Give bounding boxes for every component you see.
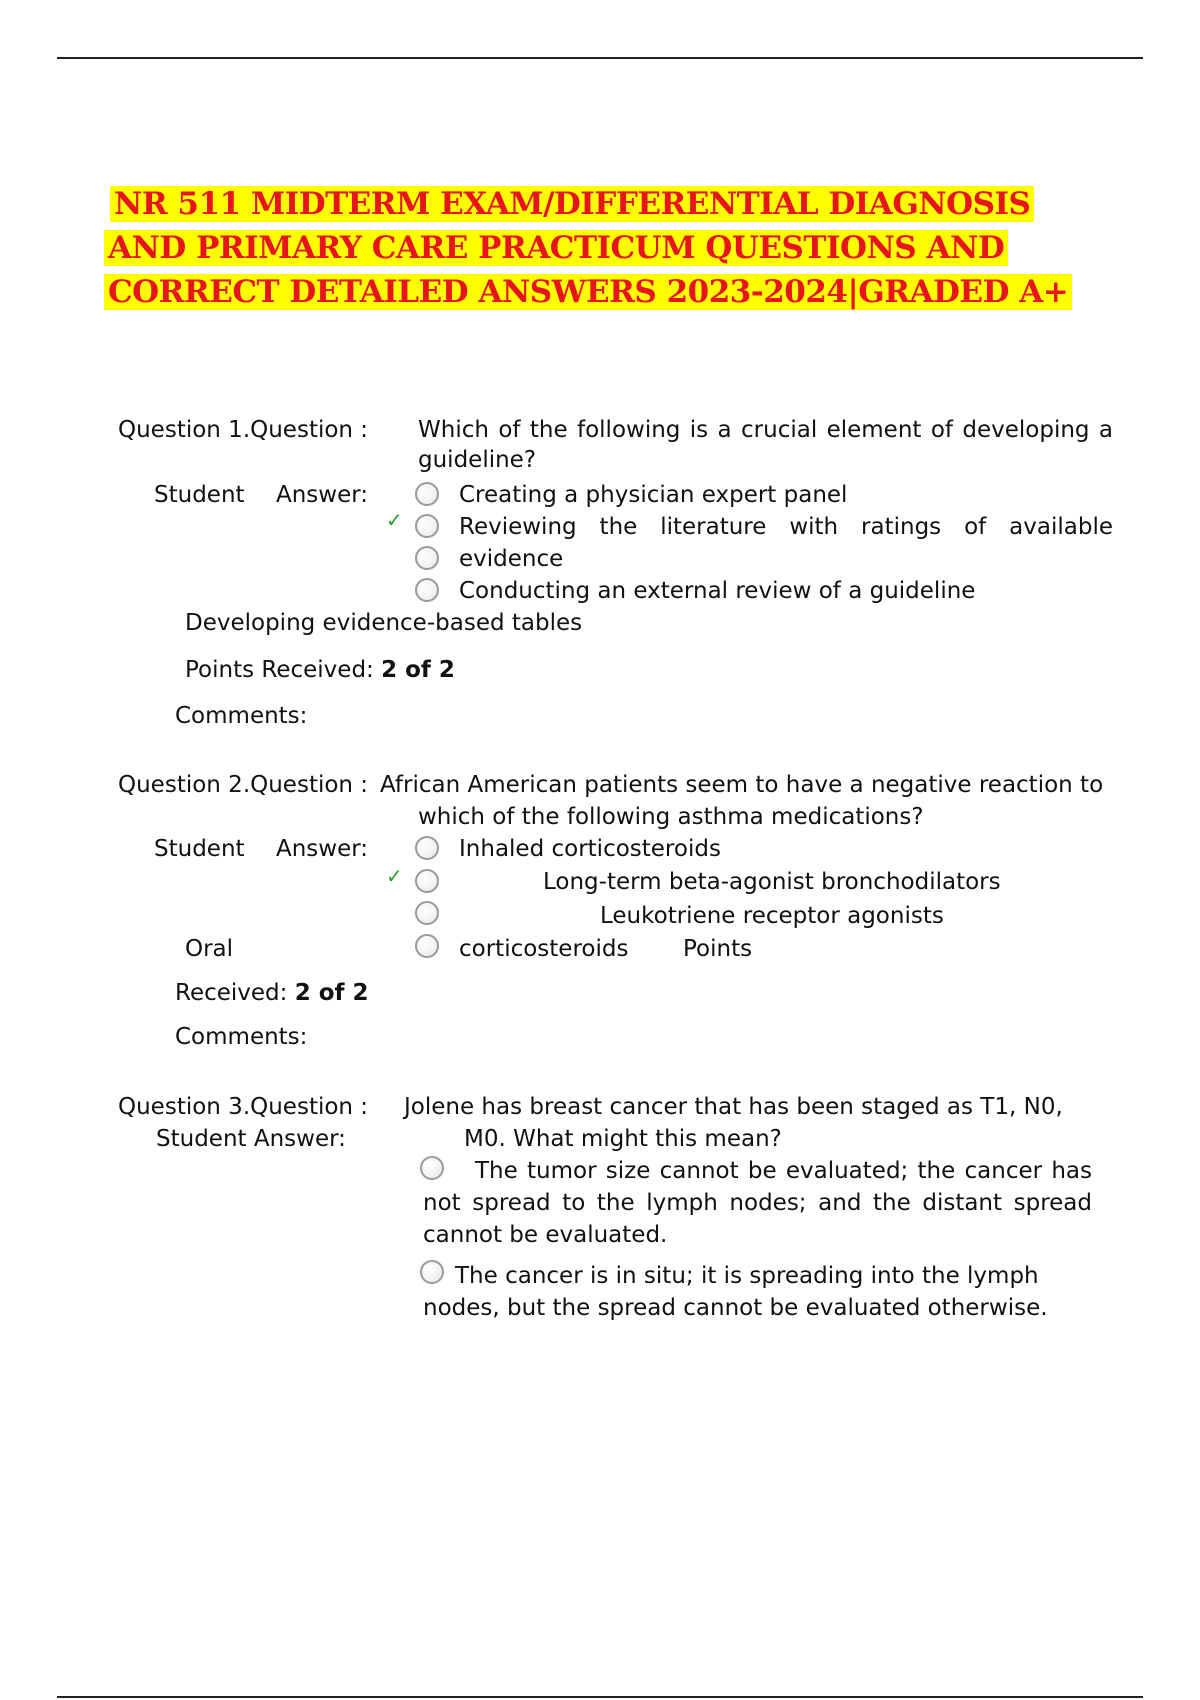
q2-received-label: Received: — [175, 980, 288, 1006]
title-line-1: NR 511 MIDTERM EXAM/DIFFERENTIAL DIAGNOSIS — [110, 186, 1034, 222]
q2-received — [175, 978, 369, 1008]
q3-option-1-radio[interactable] — [420, 1156, 444, 1180]
q2-option-4-lead: Oral — [185, 936, 234, 962]
top-rule — [57, 57, 1143, 59]
q2-points-label: Points — [683, 936, 753, 962]
q2-label: Question 2.Question : — [118, 772, 369, 798]
q2-student-label: Student — [154, 836, 245, 862]
q1-correct-check-icon: ✓ — [386, 508, 403, 532]
q3-text: Jolene has breast cancer that has been staged as T1, N0, — [404, 1094, 1063, 1120]
q2-option-1: Inhaled corticosteroids — [459, 836, 721, 862]
q3-option-2: The cancer is in situ; it is spreading into the lymph — [455, 1263, 1039, 1289]
document-title — [108, 182, 1108, 314]
q3-option-2-cont: nodes, but the spread cannot be evaluated otherwise. — [423, 1295, 1048, 1321]
q1-points — [185, 655, 455, 685]
q1-option-3-radio[interactable] — [415, 578, 439, 602]
q1-comments: Comments: — [175, 703, 308, 729]
q2-answer-label: Answer: — [276, 836, 369, 862]
q1-points-value: 2 of 2 — [381, 657, 455, 683]
q3-text-cont: M0. What might this mean? — [464, 1126, 782, 1152]
q1-student-label: Student — [154, 482, 245, 508]
q2-points-value: 2 of 2 — [294, 980, 369, 1006]
q3-option-1-cont: not spread to the lymph nodes; and the distant spread — [423, 1190, 1092, 1216]
q2-option-2-radio[interactable] — [415, 869, 439, 893]
q2-text: African American patients seem to have a negative reaction to — [380, 772, 1104, 798]
q2-comments: Comments: — [175, 1024, 308, 1050]
q1-text-cont: guideline? — [418, 447, 537, 473]
q2-text-cont: which of the following asthma medications? — [418, 804, 924, 830]
q1-option-2-cont: evidence — [459, 546, 564, 572]
q2-option-3-radio[interactable] — [415, 901, 439, 925]
q1-option-1: Creating a physician expert panel — [459, 482, 848, 508]
q3-student-answer-label: Student Answer: — [156, 1126, 346, 1152]
title-line-2: AND PRIMARY CARE PRACTICUM QUESTIONS AND — [104, 230, 1008, 266]
q2-option-2: Long-term beta-agonist bronchodilators — [543, 869, 1001, 895]
bottom-rule — [57, 1696, 1143, 1698]
q1-option-2-radio-extra[interactable] — [415, 546, 439, 570]
q2-option-4-radio[interactable] — [415, 934, 439, 958]
q1-option-2-radio[interactable] — [415, 514, 439, 538]
q2-option-4: corticosteroids — [459, 936, 629, 962]
q3-option-2-radio[interactable] — [420, 1260, 444, 1284]
q1-option-2: Reviewing the literature with ratings of available — [459, 514, 1113, 540]
title-line-3: CORRECT DETAILED ANSWERS 2023-2024|GRADED A+ — [104, 274, 1072, 310]
q1-option-4: Developing evidence-based tables — [185, 610, 583, 636]
q1-answer-label: Answer: — [276, 482, 369, 508]
q3-label: Question 3.Question : — [118, 1094, 369, 1120]
q1-option-1-radio[interactable] — [415, 482, 439, 506]
q3-option-1-end: cannot be evaluated. — [423, 1222, 668, 1248]
q2-option-3: Leukotriene receptor agonists — [600, 903, 944, 929]
q1-points-label: Points Received: — [185, 657, 374, 683]
q1-text: Which of the following is a crucial element of developing a — [418, 417, 1113, 443]
q2-correct-check-icon: ✓ — [386, 864, 403, 888]
q1-label: Question 1.Question : — [118, 417, 369, 443]
q1-option-3: Conducting an external review of a guideline — [459, 578, 976, 604]
q3-option-1: The tumor size cannot be evaluated; the cancer has — [475, 1158, 1092, 1184]
q2-option-1-radio[interactable] — [415, 836, 439, 860]
